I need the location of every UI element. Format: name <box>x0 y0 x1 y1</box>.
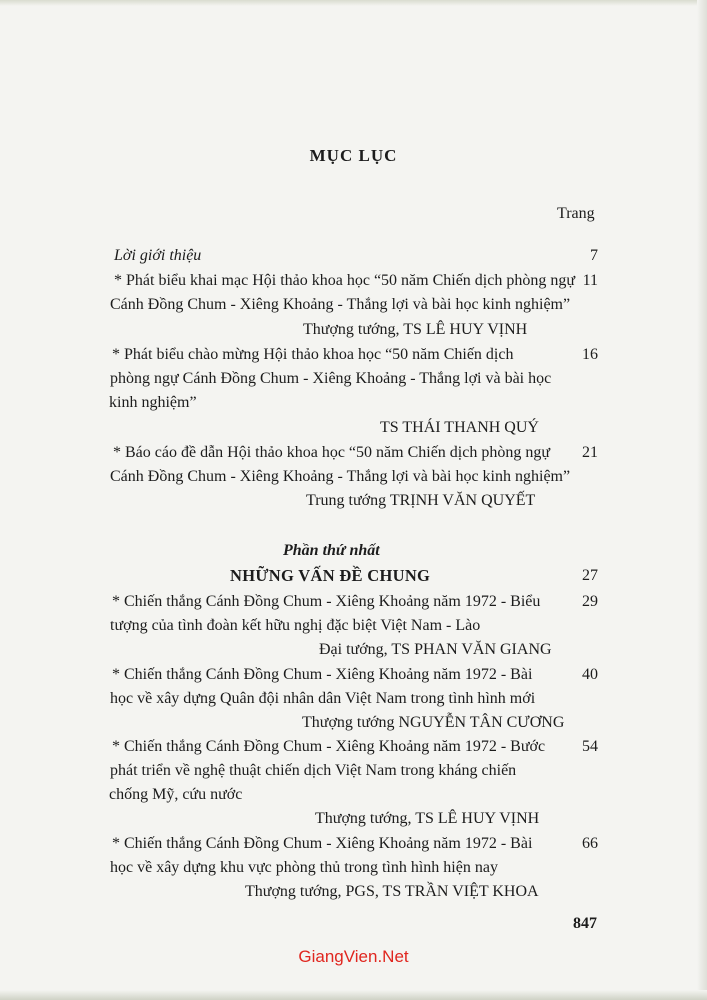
toc-entry-page: 16 <box>582 346 598 363</box>
toc-entry-line: * Chiến thắng Cánh Đồng Chum - Xiêng Khoảng năm 1972 - Bài <box>112 835 533 852</box>
toc-entry-line: * Chiến thắng Cánh Đồng Chum - Xiêng Khoảng năm 1972 - Bài <box>112 666 533 683</box>
toc-entry-line: Cánh Đồng Chum - Xiêng Khoảng - Thắng lợi và bài học kinh nghiệm” <box>110 296 571 313</box>
toc-entry-author: Thượng tướng, PGS, TS TRẦN VIỆT KHOA <box>245 883 539 900</box>
toc-entry-page: 11 <box>582 272 598 289</box>
section-title: NHỮNG VẤN ĐỀ CHUNG <box>230 566 431 585</box>
toc-entry-author: TS THÁI THANH QUÝ <box>380 419 539 436</box>
toc-entry-line: học về xây dựng khu vực phòng thủ trong tình hình hiện nay <box>110 859 498 876</box>
toc-entry-line: kinh nghiệm” <box>109 394 197 411</box>
intro-page: 7 <box>590 247 598 264</box>
toc-entry-line: * Phát biểu khai mạc Hội thảo khoa học “50 năm Chiến dịch phòng ngự <box>114 272 576 289</box>
toc-entry-author: Trung tướng TRỊNH VĂN QUYẾT <box>306 492 536 509</box>
toc-entry-line: học về xây dựng Quân đội nhân dân Việt Nam trong tình hình mới <box>110 690 536 707</box>
toc-entry-line: Cánh Đồng Chum - Xiêng Khoảng - Thắng lợi và bài học kinh nghiệm” <box>110 468 571 485</box>
toc-entry-page: 40 <box>582 666 598 683</box>
toc-entry-line: * Chiến thắng Cánh Đồng Chum - Xiêng Khoảng năm 1972 - Biểu <box>112 593 541 610</box>
toc-entry-line: phòng ngự Cánh Đồng Chum - Xiêng Khoảng - Thắng lợi và bài học <box>110 370 552 387</box>
toc-entry-author: Đại tướng, TS PHAN VĂN GIANG <box>319 641 552 658</box>
toc-entry-line: * Chiến thắng Cánh Đồng Chum - Xiêng Khoảng năm 1972 - Bước <box>112 738 546 755</box>
intro-label: Lời giới thiệu <box>114 247 202 264</box>
toc-entry-line: chống Mỹ, cứu nước <box>109 786 243 803</box>
toc-entry-page: 66 <box>582 835 598 852</box>
part-label: Phần thứ nhất <box>283 542 380 559</box>
toc-entry-author: Thượng tướng, TS LÊ HUY VỊNH <box>315 810 540 827</box>
toc-entry-page: 29 <box>582 593 598 610</box>
toc-entry-page: 21 <box>582 444 598 461</box>
page-number: 847 <box>573 915 597 932</box>
toc-entry-line: phát triển về nghệ thuật chiến dịch Việt Nam trong kháng chiến <box>110 762 517 779</box>
toc-entry-author: Thượng tướng NGUYỄN TÂN CƯƠNG <box>302 714 565 731</box>
page-column-label: Trang <box>557 205 595 222</box>
toc-entry-line: tượng của tình đoàn kết hữu nghị đặc biệt Việt Nam - Lào <box>110 617 481 634</box>
toc-entry-line: * Phát biểu chào mừng Hội thảo khoa học “50 năm Chiến dịch <box>112 346 514 363</box>
page-top-edge <box>0 0 707 6</box>
toc-entry-author: Thượng tướng, TS LÊ HUY VỊNH <box>303 321 528 338</box>
page-bottom-edge <box>0 990 707 1000</box>
toc-entry-line: * Báo cáo đề dẫn Hội thảo khoa học “50 năm Chiến dịch phòng ngự <box>113 444 551 461</box>
watermark-text: GiangVien.Net <box>298 947 409 966</box>
toc-entry-page: 54 <box>582 738 598 755</box>
page-title: MỤC LỤC <box>309 146 398 165</box>
section-page: 27 <box>582 567 598 584</box>
